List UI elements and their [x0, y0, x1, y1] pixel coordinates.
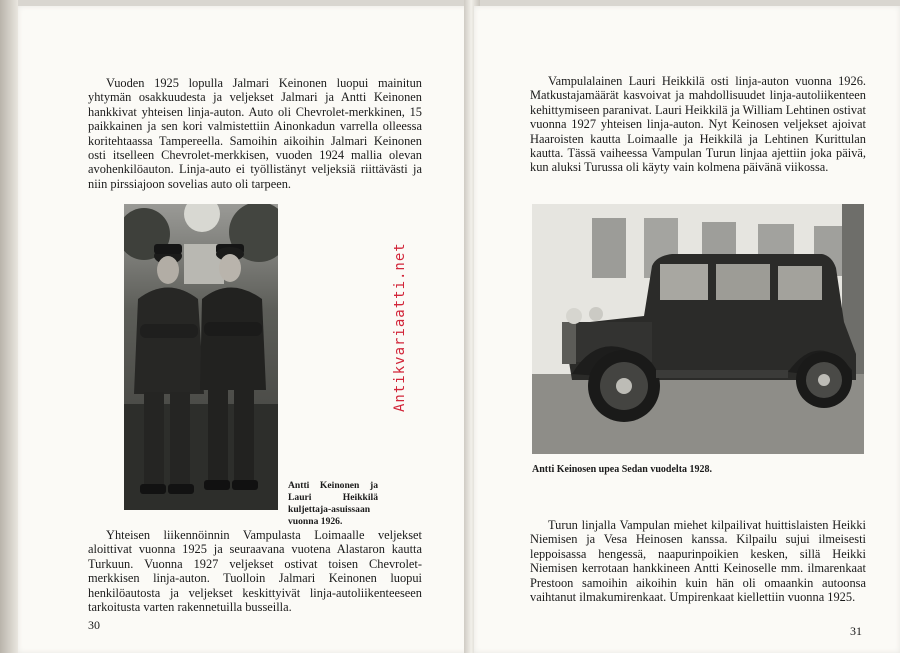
right-page	[474, 6, 900, 653]
page-number-left: 30	[88, 618, 100, 632]
right-photo-caption: Antti Keinosen upea Sedan vuodelta 1928.	[532, 464, 713, 475]
left-paragraph-2: Yhteisen liikennöinnin Vampulasta Loimaalle veljekset aloittivat vuonna 1925 ja seuraavana vuotena Alastaron kautta Turkuun. Vuonna 1927 veljekset ostivat toisen Chevrolet-merkkisen linja-auton. Tuolloin Jalmari Keinonen luopui henkilöautosta ja veljekset keskittyivät linja-autoliikenteeseen tarkoitusta varten rakennetuilla busseilla.	[88, 528, 422, 615]
left-photo-caption: Antti Keinonen ja Lauri Heikkilä kuljettaja-asuissaan vuonna 1926.	[288, 480, 378, 527]
sedan-photo-illustration	[532, 204, 864, 454]
drivers-photo-illustration	[124, 204, 278, 510]
watermark-text: Antikvariaatti.net	[392, 242, 408, 412]
page-number-right: 31	[850, 624, 862, 638]
right-paragraph-1: Vampulalainen Lauri Heikkilä osti linja-auton vuonna 1926. Matkustajamäärät kasvoivat ja mahdollisuudet linja-autoliikenteen kehittymiseen paranivat. Lauri Heikkilä ja William Lehtinen ostivat vuonna 1927 yhteisen linja-auton. Nyt Keinosen veljekset ajoivat Haaroisten kautta Loimaalle ja Heikkilä ja Lehtinen Kurittulan kautta. Tässä vaiheessa Vampulan Turun linjaa ajettiin joka päivä, kun aluksi Turussa oli käyty vain kolmena päivänä viikossa.	[530, 74, 866, 175]
right-paragraph-2: Turun linjalla Vampulan miehet kilpailivat huittislaisten Heikki Niemisen ja Vesa Heinosen kanssa. Kilpailu sujui ilmeisesti leppoisassa hengessä, naapurinpoikien kesken, sillä Heikki Niemisen kerrotaan hankkineen Antti Keinoselle mm. ilmarenkaat Prestoon samoihin aikoihin kuin hän oli omaankin autoonsa vaihtanut ilmakumirenkaat. Umpirenkaat kiellettiin vuonna 1925.	[530, 518, 866, 605]
book-edge	[0, 0, 18, 653]
photo-two-drivers	[124, 204, 278, 510]
photo-sedan-car	[532, 204, 864, 454]
left-paragraph-1: Vuoden 1925 lopulla Jalmari Keinonen luopui mainitun yhtymän osakkuudesta ja veljekset Jalmari ja Antti Keinonen hankkivat yhteisen linja-auton. Auto oli Chevrolet-merkkinen, 15 paikkainen ja sen kori valmistettiin Ainonkadun varrella olleessa koritehtaassa Tampereella. Samoihin aikoihin Jalmari Keinonen osti itselleen Chevrolet-merkkisen, vuoden 1924 mallia olevan avohenkilöauton. Linja-auto ei työllistänyt veljeksiä riittävästi ja niin pirssiajoon sovelias auto oli tarpeen.	[88, 76, 422, 191]
